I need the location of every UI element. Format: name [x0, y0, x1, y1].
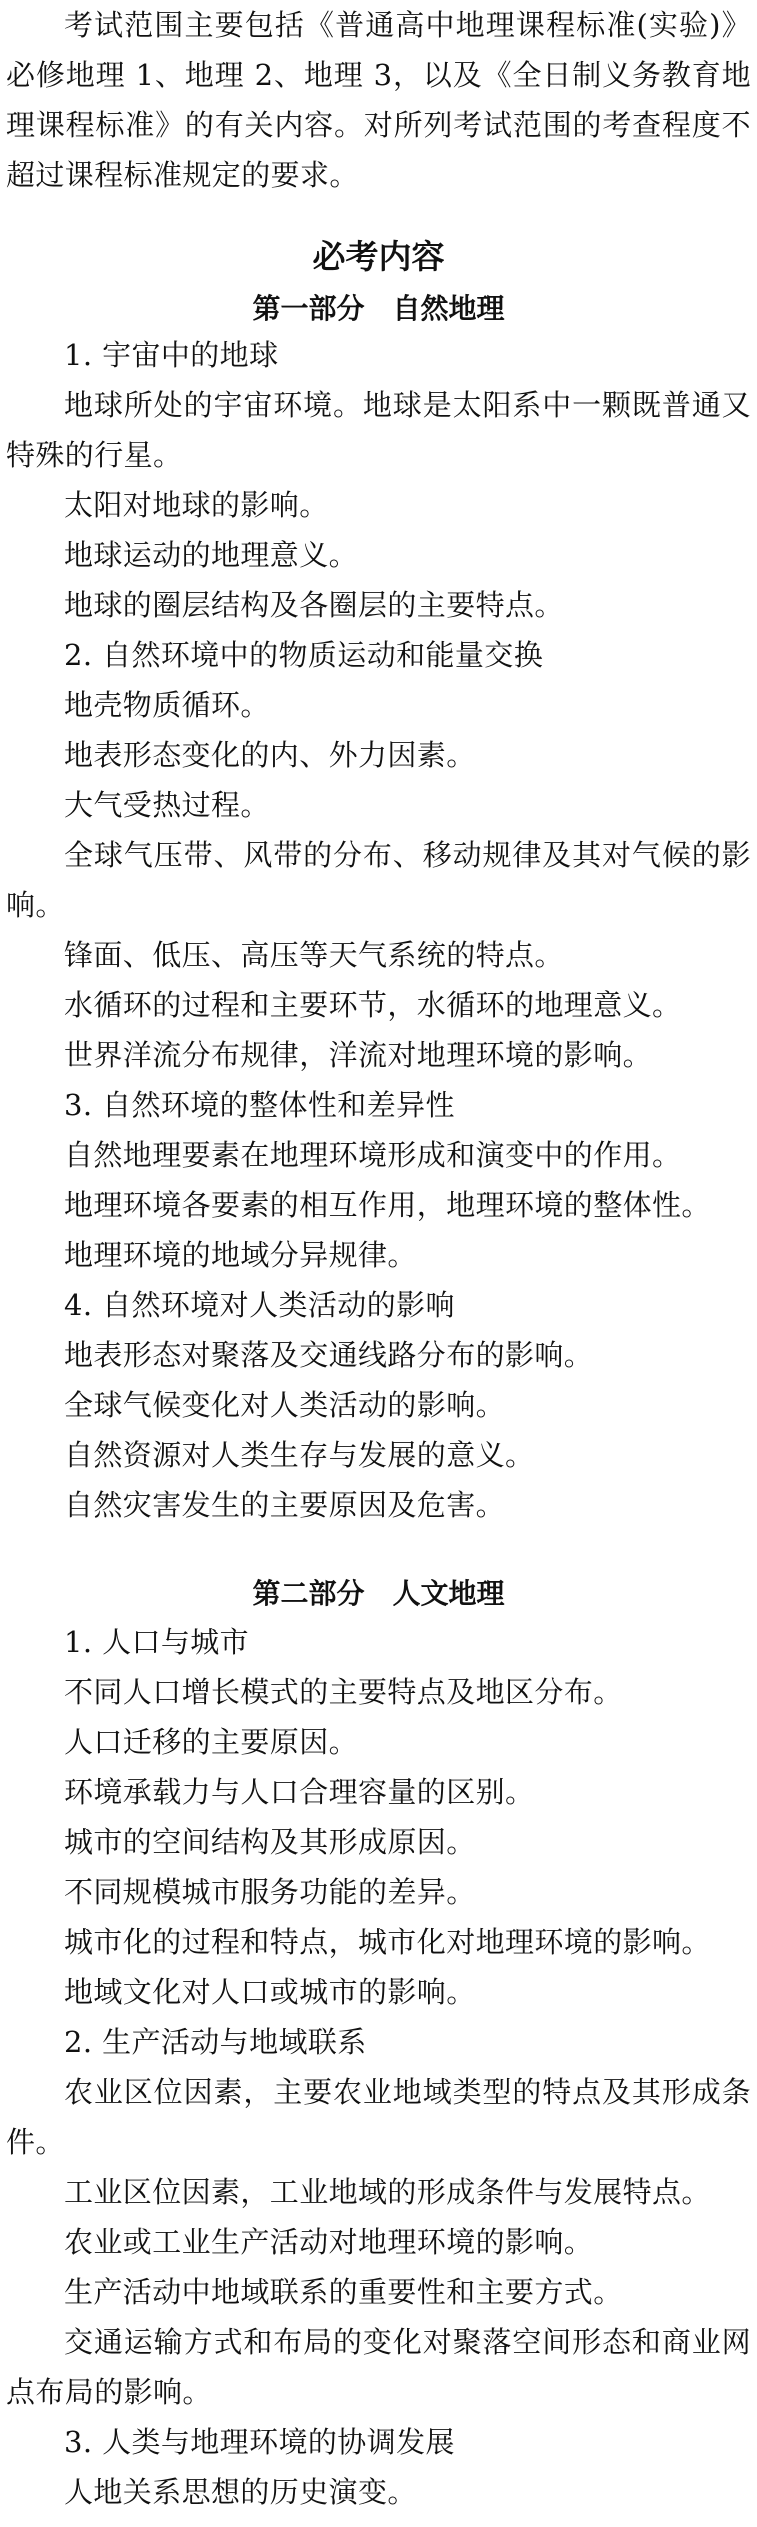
part1-label: 第一部分 [252, 292, 365, 325]
part1-item: 地球所处的宇宙环境。地球是太阳系中一颗既普通又特殊的行星。 [6, 388, 751, 472]
part1-item: 锋面、低压、高压等天气系统的特点。 [64, 938, 564, 972]
part2-item: 地域文化对人口或城市的影响。 [64, 1975, 476, 2009]
part2-subheading-3: 3. 人类与地理环境的协调发展 [64, 2425, 455, 2459]
part1-item: 地理环境的地域分异规律。 [64, 1238, 417, 1272]
part2-item: 不同规模城市服务功能的差异。 [64, 1875, 476, 1909]
part1-item: 自然资源对人类生存与发展的意义。 [64, 1438, 535, 1472]
part2-item: 不同人口增长模式的主要特点及地区分布。 [64, 1675, 623, 1709]
part1-subheading-1: 1. 宇宙中的地球 [64, 338, 279, 372]
part1-item: 太阳对地球的影响。 [64, 488, 329, 522]
part2-item: 农业区位因素，主要农业地域类型的特点及其形成条件。 [6, 2075, 751, 2159]
intro-paragraph: 考试范围主要包括《普通高中地理课程标准(实验)》必修地理 1、地理 2、地理 3，以及《全日制义务教育地理课程标准》的有关内容。对所列考试范围的考查程度不超过课程标准规定的要求。 [6, 8, 751, 192]
part1-item: 地球的圈层结构及各圈层的主要特点。 [64, 588, 564, 622]
part1-item: 全球气候变化对人类活动的影响。 [64, 1388, 506, 1422]
part1-section [6, 330, 751, 1530]
part2-heading [0, 1569, 757, 1619]
part2-subheading-2: 2. 生产活动与地域联系 [64, 2025, 367, 2059]
part1-subheading-4: 4. 自然环境对人类活动的影响 [64, 1288, 455, 1322]
part1-title: 自然地理 [392, 292, 505, 325]
part1-heading [0, 284, 757, 334]
part2-title: 人文地理 [392, 1577, 505, 1610]
part2-subheading-1: 1. 人口与城市 [64, 1625, 250, 1659]
part2-item: 生产活动中地域联系的重要性和主要方式。 [64, 2275, 623, 2309]
part2-item: 环境承载力与人口合理容量的区别。 [64, 1775, 535, 1809]
part2-item: 农业或工业生产活动对地理环境的影响。 [64, 2225, 594, 2259]
part2-item: 城市的空间结构及其形成原因。 [64, 1825, 476, 1859]
part1-subheading-3: 3. 自然环境的整体性和差异性 [64, 1088, 455, 1122]
part2-label: 第二部分 [252, 1577, 365, 1610]
part1-item: 地壳物质循环。 [64, 688, 270, 722]
part1-item: 世界洋流分布规律，洋流对地理环境的影响。 [64, 1038, 653, 1072]
part2-item: 人地关系思想的历史演变。 [64, 2475, 417, 2509]
part1-item: 地理环境各要素的相互作用，地理环境的整体性。 [64, 1188, 711, 1222]
part1-item: 地表形态变化的内、外力因素。 [64, 738, 476, 772]
part1-item: 全球气压带、风带的分布、移动规律及其对气候的影响。 [6, 838, 751, 922]
part1-item: 大气受热过程。 [64, 788, 270, 822]
part1-item: 水循环的过程和主要环节，水循环的地理意义。 [64, 988, 682, 1022]
part2-item: 工业区位因素，工业地域的形成条件与发展特点。 [64, 2175, 711, 2209]
part1-item: 地球运动的地理意义。 [64, 538, 359, 572]
part1-item: 地表形态对聚落及交通线路分布的影响。 [64, 1338, 594, 1372]
part2-item: 城市化的过程和特点，城市化对地理环境的影响。 [64, 1925, 711, 1959]
part1-item: 自然地理要素在地理环境形成和演变中的作用。 [64, 1138, 682, 1172]
part2-section [6, 1617, 751, 2517]
part2-item: 交通运输方式和布局的变化对聚落空间形态和商业网点布局的影响。 [6, 2325, 751, 2409]
main-heading: 必考内容 [312, 237, 445, 276]
part1-subheading-2: 2. 自然环境中的物质运动和能量交换 [64, 638, 544, 672]
part1-item: 自然灾害发生的主要原因及危害。 [64, 1488, 506, 1522]
part2-item: 人口迁移的主要原因。 [64, 1725, 359, 1759]
